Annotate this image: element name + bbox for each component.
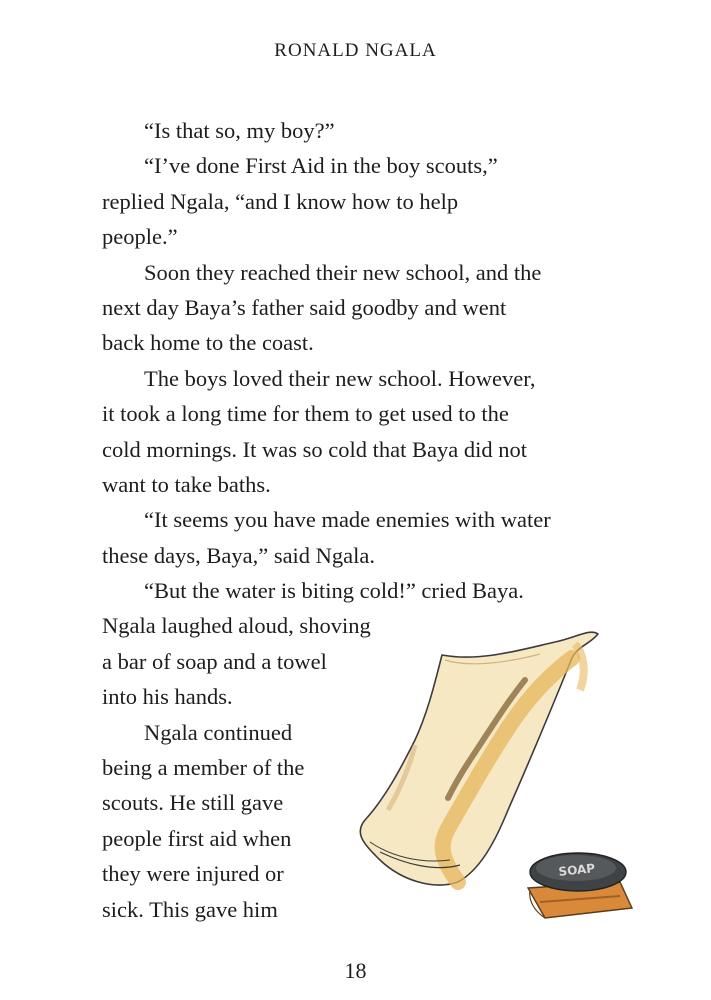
text-line: people.” [102, 224, 178, 250]
text-line: sick. This gave him [102, 896, 278, 922]
text-line: next day Baya’s father said goodby and went [102, 294, 507, 320]
text-line: The boys loved their new school. However, [144, 365, 536, 391]
running-head: RONALD NGALA [274, 40, 437, 61]
soap-illustration [528, 853, 632, 918]
text-line: these days, Baya,” said Ngala. [102, 542, 376, 568]
text-line: it took a long time for them to get used to the [102, 401, 509, 427]
soap-label: SOAP [557, 861, 596, 879]
text-line: into his hands. [102, 684, 233, 710]
text-line: being a member of the [102, 755, 305, 781]
text-line: scouts. He still gave [102, 790, 284, 816]
text-line: a bar of soap and a towel [102, 648, 327, 674]
text-line: want to take baths. [102, 471, 271, 497]
text-line: “But the water is biting cold!” cried Baya. [144, 578, 524, 604]
text-line: replied Ngala, “and I know how to help [102, 188, 459, 214]
text-line: they were injured or [102, 861, 284, 887]
text-line: people first aid when [102, 825, 292, 851]
text-line: back home to the coast. [102, 330, 314, 356]
towel-and-soap-illustration [340, 620, 640, 930]
text-line: “It seems you have made enemies with water [144, 507, 551, 533]
page-number: 18 [344, 958, 367, 983]
text-line: cold mornings. It was so cold that Baya did not [102, 436, 527, 462]
text-line: “I’ve done First Aid in the boy scouts,” [144, 153, 498, 179]
text-line: Soon they reached their new school, and the [144, 259, 542, 285]
towel-illustration [360, 632, 598, 885]
text-line: Ngala laughed aloud, shoving [102, 613, 371, 639]
text-line: Ngala continued [144, 719, 293, 745]
text-line: “Is that so, my boy?” [144, 118, 335, 143]
